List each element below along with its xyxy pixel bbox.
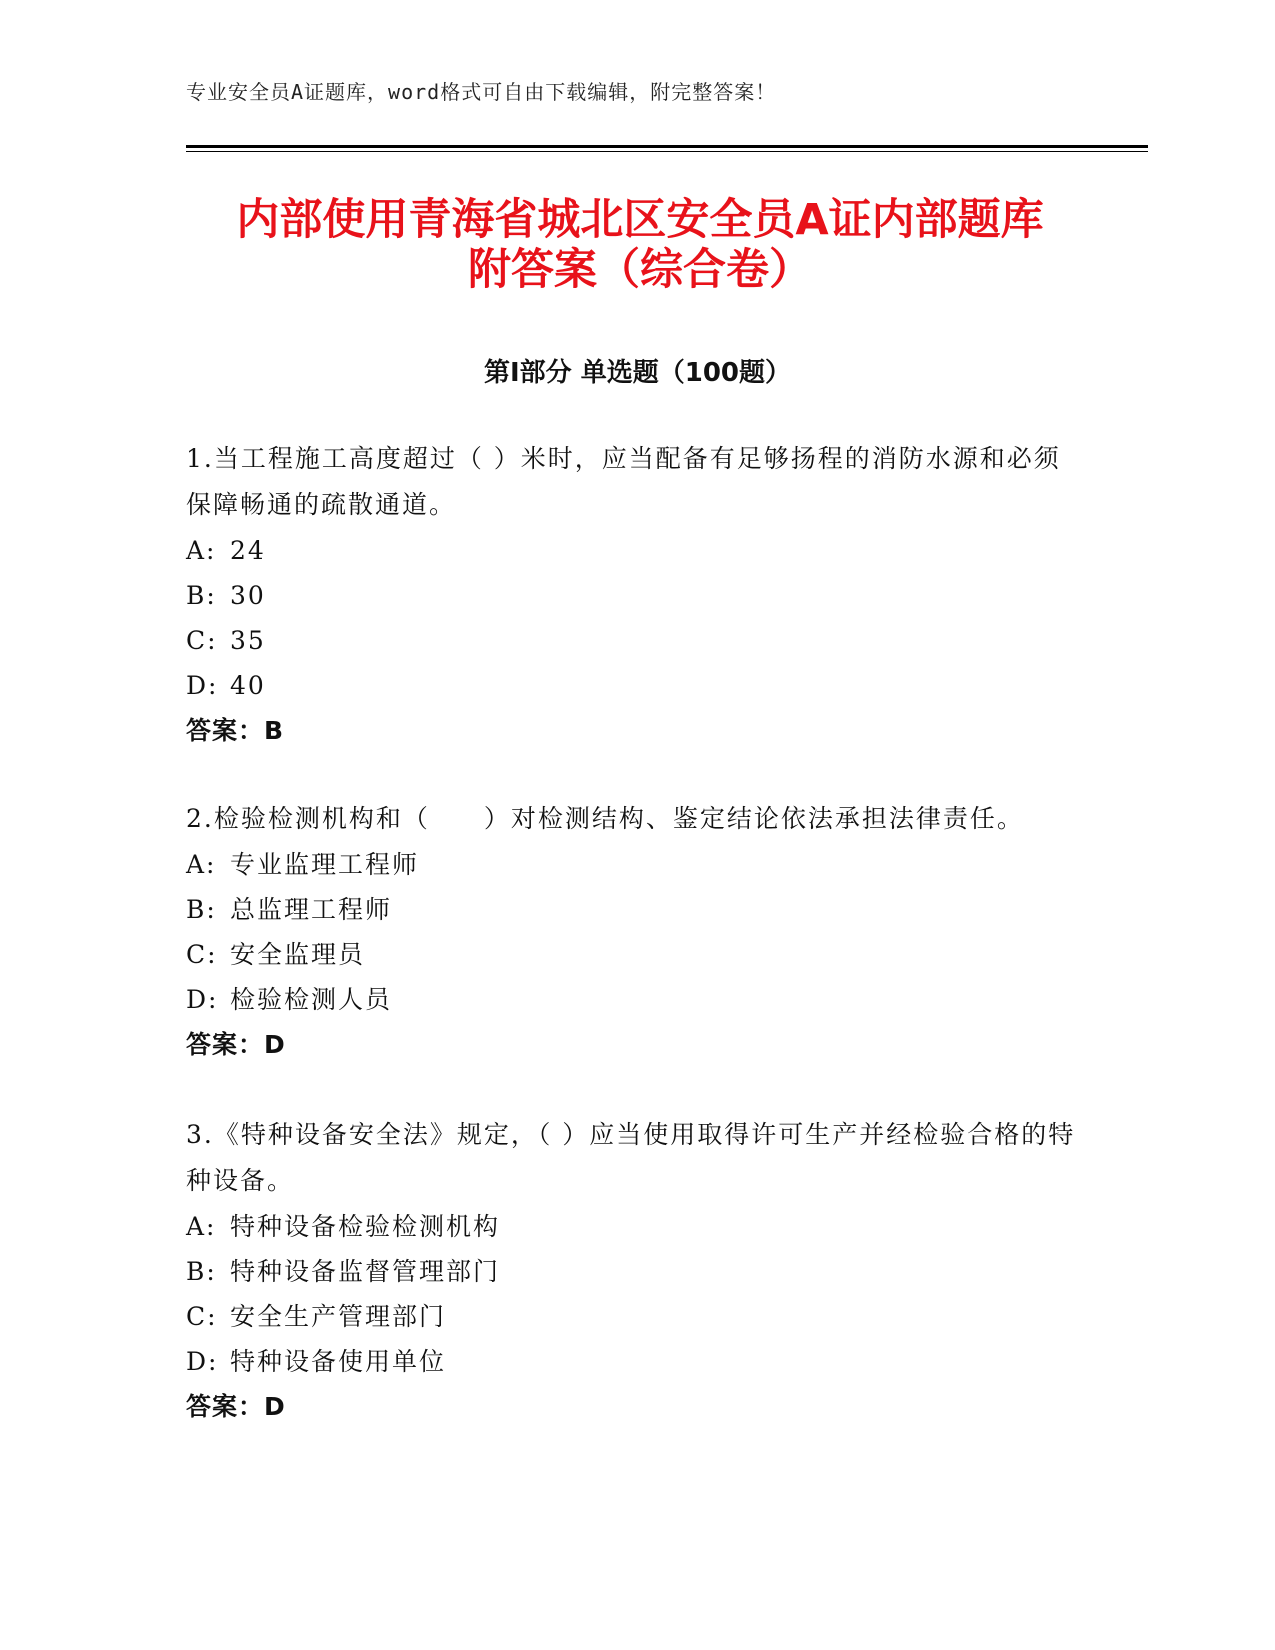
header-rule-thick [186,145,1148,148]
option-letter: C: [186,940,218,969]
option-text: 总监理工程师 [230,895,393,924]
option-text: 专业监理工程师 [230,850,420,879]
option-text: 24 [230,536,266,565]
option-a [186,1204,1086,1249]
option-letter: D: [186,985,219,1014]
option-text: 40 [230,671,266,700]
option-letter: C: [186,626,218,655]
option-d [186,1339,1086,1384]
question-3 [186,1112,1086,1429]
option-text: 特种设备检验检测机构 [230,1212,501,1241]
section-heading: 第Ⅰ部分 单选题（100题） [484,358,791,388]
option-text: 35 [230,626,266,655]
option-b [186,887,1086,932]
answer: 答案：B [186,716,285,745]
option-letter: B: [186,895,217,924]
option-d [186,663,1086,708]
option-letter: A: [186,850,217,879]
answer: 答案：D [186,1392,286,1421]
question-stem: 3.《特种设备安全法》规定，（ ）应当使用取得许可生产并经检验合格的特种设备。 [186,1120,1076,1195]
answer: 答案：D [186,1030,286,1059]
option-letter: C: [186,1302,218,1331]
option-text: 安全监理员 [230,940,366,969]
document-title [160,195,1120,295]
question-stem: 2.检验检测机构和（ ）对检测结构、鉴定结论依法承担法律责任。 [186,804,1024,833]
option-c [186,618,1086,663]
option-text: 安全生产管理部门 [230,1302,447,1331]
option-c [186,1294,1086,1339]
option-b [186,1249,1086,1294]
option-text: 特种设备监督管理部门 [230,1257,501,1286]
option-a [186,528,1086,573]
option-text: 检验检测人员 [230,985,393,1014]
option-letter: D: [186,1347,219,1376]
document-title-line1: 内部使用青海省城北区安全员A证内部题库 [236,195,1044,245]
question-1 [186,436,1086,753]
option-letter: A: [186,1212,217,1241]
option-d [186,977,1086,1022]
header-note: 专业安全员A证题库，word格式可自由下载编辑，附完整答案！ [186,80,777,104]
option-letter: A: [186,536,217,565]
option-a [186,842,1086,887]
option-c [186,932,1086,977]
option-b [186,573,1086,618]
option-letter: B: [186,1257,217,1286]
header-rule-thin [186,151,1148,152]
option-text: 30 [230,581,266,610]
option-letter: D: [186,671,219,700]
question-stem: 1.当工程施工高度超过（ ）米时，应当配备有足够扬程的消防水源和必须保障畅通的疏散通道。 [186,444,1061,519]
question-2 [186,796,1086,1067]
document-title-line2: 附答案（综合卷） [468,245,812,295]
option-text: 特种设备使用单位 [230,1347,447,1376]
option-letter: B: [186,581,217,610]
